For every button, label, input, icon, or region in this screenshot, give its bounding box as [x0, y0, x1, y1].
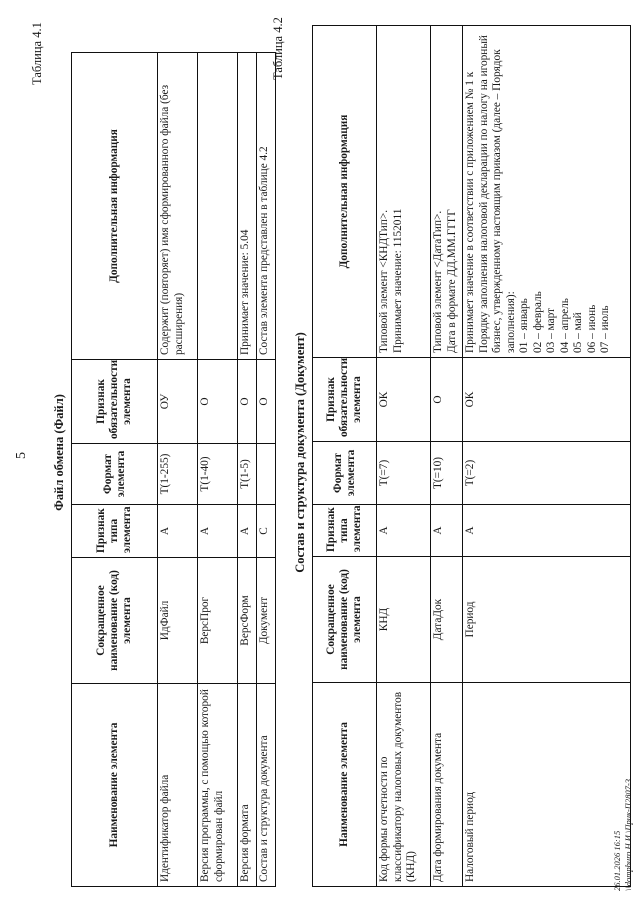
table-row: [238, 53, 257, 887]
table-row: [463, 26, 631, 887]
header-cell: Наименование элемента: [72, 684, 158, 887]
table-cell: [257, 444, 276, 505]
table-cell: ДатаДок: [431, 557, 463, 683]
table-row: [158, 53, 198, 887]
table-cell: Т(1-5): [238, 444, 257, 505]
table-cell: Идентификатор файла: [158, 684, 198, 887]
table-cell: О: [257, 360, 276, 444]
table-4-2-title: Состав и структура документа (Документ): [293, 332, 307, 573]
header-cell: Признак обязательности элемента: [72, 360, 158, 444]
table-cell: ОУ: [158, 360, 198, 444]
table-cell: С: [257, 505, 276, 558]
header-cell: Сокращенное наименование (код) элемента: [313, 557, 377, 683]
info-line: Типовой элемент <ДатаТип>.: [432, 210, 444, 353]
table-cell: Версия формата: [238, 684, 257, 887]
month-item: 05 – май: [572, 312, 585, 353]
month-item: 01 – январь: [518, 298, 531, 353]
table-cell: Состав элемента представлен в таблице 4.2: [257, 53, 276, 360]
month-item: 06 – июнь: [585, 304, 598, 353]
table-cell: Т(=10): [431, 442, 463, 505]
info-line: Принимает значение: 1152011: [391, 208, 404, 353]
table-cell: А: [431, 505, 463, 557]
table-cell: ОК: [463, 358, 631, 442]
table-row: [377, 26, 431, 887]
info-line: Типовой элемент <КНДТип>.: [378, 209, 390, 353]
stamp-path: \\dompburo Н.И.\Прик-П2807-3: [622, 778, 633, 891]
table-cell: ОК: [377, 358, 431, 442]
table-cell: [377, 26, 431, 358]
table-cell: Т(1-40): [198, 444, 238, 505]
month-item: 07 – июль: [599, 305, 612, 353]
table-cell: [198, 53, 238, 360]
header-cell: Формат элемента: [313, 442, 377, 505]
header-cell: Сокращенное наименование (код) элемента: [72, 558, 158, 684]
page-number: 5: [14, 452, 29, 459]
table-cell: КНД: [377, 557, 431, 683]
table-cell: О: [238, 360, 257, 444]
table-cell: Код формы отчетности по классификатору налоговых документов (КНД): [377, 683, 431, 887]
table-cell: ВерсФорм: [238, 558, 257, 684]
header-cell: Дополнительная информация: [72, 53, 158, 360]
info-line: Дата в формате ДД.ММ.ГГГГ: [445, 209, 458, 353]
table-4-1-label: Таблица 4.1: [30, 22, 44, 85]
header-cell: Формат элемента: [72, 444, 158, 505]
table-row: [257, 53, 276, 887]
header-cell: Признак типа элемента: [313, 505, 377, 557]
table-cell: Т(=7): [377, 442, 431, 505]
month-item: 02 – февраль: [531, 291, 544, 353]
table-4-1-title: Файл обмена (Файл): [52, 394, 66, 511]
table-cell: Налоговый период: [463, 683, 631, 887]
table-4-2-label: Таблица 4.2: [271, 17, 285, 80]
table-4-2: [312, 25, 631, 887]
table-cell: Содержит (повторяет) имя сформированного файла (без расширения): [158, 53, 198, 360]
month-item: 04 – апрель: [558, 298, 571, 353]
table-cell: Принимает значение: 5.04: [238, 53, 257, 360]
table-cell: А: [238, 505, 257, 558]
month-item: 03 – март: [545, 307, 558, 353]
table-cell: Т(=2): [463, 442, 631, 505]
stamp-datetime: 26.01.2026 16:15: [612, 830, 622, 891]
header-cell: Признак типа элемента: [72, 505, 158, 558]
table-cell: А: [198, 505, 238, 558]
table-row: [198, 53, 238, 887]
table-cell: Документ: [257, 558, 276, 684]
table-cell: ВерсПрог: [198, 558, 238, 684]
table-cell: Период: [463, 557, 631, 683]
table-cell: [463, 26, 631, 358]
table-cell: ИдФайл: [158, 558, 198, 684]
table-cell: А: [463, 505, 631, 557]
table-4-1: [71, 52, 276, 887]
header-cell: Наименование элемента: [313, 683, 377, 887]
table-cell: Версия программы, с помощью которой сформирован файл: [198, 684, 238, 887]
table-header-row: [72, 53, 158, 887]
table-cell: А: [158, 505, 198, 558]
table-cell: Состав и структура документа: [257, 684, 276, 887]
info-line: Принимает значение в соответствии с приложением № 1 к Порядку заполнения налоговой декларации по налогу на игорный бизнес, утвержденному настоящим приказом (далее – Порядок заполнения):: [464, 35, 517, 353]
table-cell: О: [198, 360, 238, 444]
table-cell: Дата формирования документа: [431, 683, 463, 887]
table-header-row: [313, 26, 377, 887]
header-cell: Признак обязательности элемента: [313, 358, 377, 442]
table-cell: Т(1-255): [158, 444, 198, 505]
print-stamp: [612, 779, 633, 891]
header-cell: Дополнительная информация: [313, 26, 377, 358]
table-row: [431, 26, 463, 887]
table-cell: А: [377, 505, 431, 557]
table-cell: [431, 26, 463, 358]
table-cell: О: [431, 358, 463, 442]
